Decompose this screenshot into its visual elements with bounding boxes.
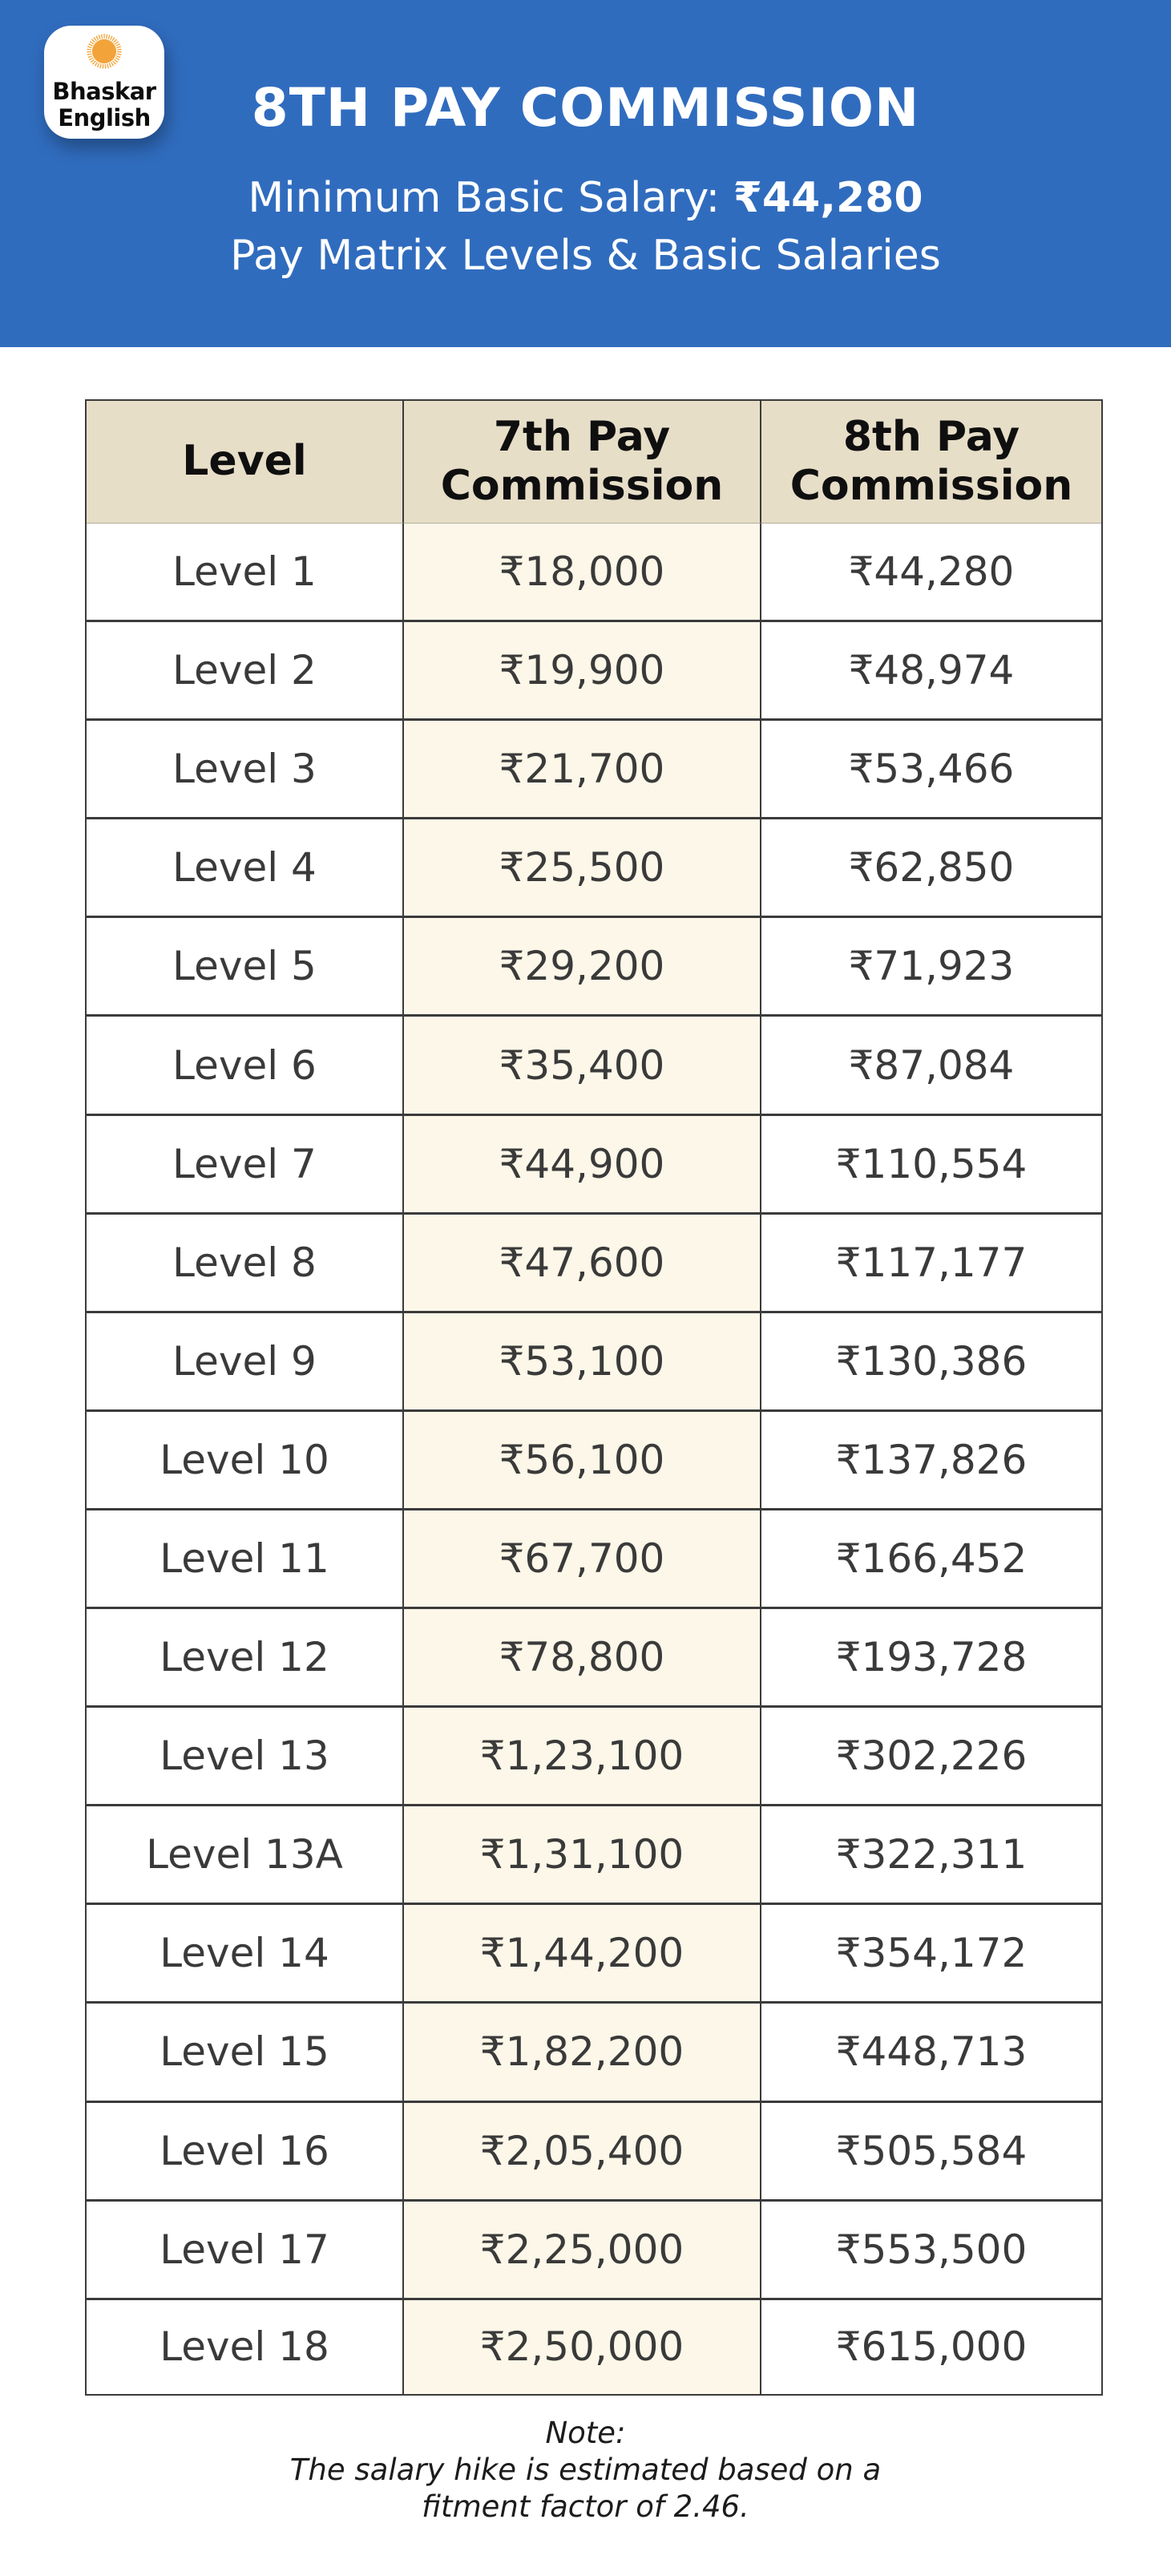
column-header-8th-pay: 8th Pay Commission — [761, 401, 1101, 524]
footnote-line3: fitment factor of 2.46. — [422, 2489, 749, 2524]
pay-matrix-table — [85, 399, 1103, 2396]
table-row — [87, 1905, 1101, 2004]
salary-8th-pay-cell: ₹137,826 — [761, 1412, 1101, 1510]
column-header-level: Level — [87, 401, 404, 524]
salary-7th-pay-cell: ₹18,000 — [404, 524, 761, 622]
level-cell: Level 4 — [87, 819, 404, 918]
minimum-basic-salary-value: ₹44,280 — [733, 174, 923, 222]
table-row — [87, 2103, 1101, 2202]
footnote — [0, 2415, 1171, 2525]
salary-7th-pay-cell: ₹19,900 — [404, 622, 761, 721]
table-body — [87, 524, 1101, 2394]
level-cell: Level 8 — [87, 1215, 404, 1313]
level-cell: Level 13A — [87, 1806, 404, 1905]
level-cell: Level 1 — [87, 524, 404, 622]
table-row — [87, 1313, 1101, 1412]
level-cell: Level 2 — [87, 622, 404, 721]
table-row — [87, 918, 1101, 1017]
table-row — [87, 1708, 1101, 1806]
level-cell: Level 5 — [87, 918, 404, 1017]
level-cell: Level 16 — [87, 2103, 404, 2202]
bhaskar-english-logo — [44, 26, 164, 139]
table-header-row — [87, 401, 1101, 524]
table-row — [87, 721, 1101, 819]
header-banner — [0, 0, 1171, 347]
level-cell: Level 17 — [87, 2202, 404, 2300]
page-subtitle: Pay Matrix Levels & Basic Salaries — [230, 232, 941, 280]
salary-7th-pay-cell: ₹2,05,400 — [404, 2103, 761, 2202]
salary-8th-pay-cell: ₹615,000 — [761, 2300, 1101, 2394]
table-row — [87, 1806, 1101, 1905]
column-header-7th-pay: 7th Pay Commission — [404, 401, 761, 524]
table-row — [87, 1510, 1101, 1609]
table-row — [87, 1017, 1101, 1115]
salary-8th-pay-cell: ₹71,923 — [761, 918, 1101, 1017]
salary-8th-pay-cell: ₹53,466 — [761, 721, 1101, 819]
salary-7th-pay-cell: ₹25,500 — [404, 819, 761, 918]
salary-7th-pay-cell: ₹47,600 — [404, 1215, 761, 1313]
salary-7th-pay-cell: ₹1,44,200 — [404, 1905, 761, 2004]
level-cell: Level 10 — [87, 1412, 404, 1510]
salary-8th-pay-cell: ₹166,452 — [761, 1510, 1101, 1609]
level-cell: Level 13 — [87, 1708, 404, 1806]
table-row — [87, 524, 1101, 622]
salary-8th-pay-cell: ₹553,500 — [761, 2202, 1101, 2300]
table-row — [87, 1609, 1101, 1708]
level-cell: Level 11 — [87, 1510, 404, 1609]
salary-8th-pay-cell: ₹130,386 — [761, 1313, 1101, 1412]
table-row — [87, 622, 1101, 721]
level-cell: Level 18 — [87, 2300, 404, 2394]
salary-8th-pay-cell: ₹62,850 — [761, 819, 1101, 918]
table-row — [87, 2202, 1101, 2300]
page-title: 8TH PAY COMMISSION — [251, 77, 920, 139]
salary-8th-pay-cell: ₹87,084 — [761, 1017, 1101, 1115]
salary-7th-pay-cell: ₹2,50,000 — [404, 2300, 761, 2394]
level-cell: Level 3 — [87, 721, 404, 819]
salary-7th-pay-cell: ₹78,800 — [404, 1609, 761, 1708]
logo-text — [52, 79, 155, 131]
logo-text-line2: English — [58, 103, 151, 131]
salary-8th-pay-cell: ₹193,728 — [761, 1609, 1101, 1708]
minimum-basic-salary-label: Minimum Basic Salary: — [248, 174, 721, 222]
salary-7th-pay-cell: ₹29,200 — [404, 918, 761, 1017]
level-cell: Level 12 — [87, 1609, 404, 1708]
salary-7th-pay-cell: ₹1,82,200 — [404, 2004, 761, 2102]
level-cell: Level 6 — [87, 1017, 404, 1115]
salary-8th-pay-cell: ₹322,311 — [761, 1806, 1101, 1905]
level-cell: Level 14 — [87, 1905, 404, 2004]
salary-8th-pay-cell: ₹302,226 — [761, 1708, 1101, 1806]
salary-7th-pay-cell: ₹53,100 — [404, 1313, 761, 1412]
logo-text-line1: Bhaskar — [52, 78, 156, 106]
table-row — [87, 1215, 1101, 1313]
salary-8th-pay-cell: ₹44,280 — [761, 524, 1101, 622]
level-cell: Level 15 — [87, 2004, 404, 2102]
table-row — [87, 2300, 1101, 2394]
footnote-heading: Note: — [545, 2416, 626, 2450]
salary-8th-pay-cell: ₹505,584 — [761, 2103, 1101, 2202]
salary-7th-pay-cell: ₹67,700 — [404, 1510, 761, 1609]
salary-8th-pay-cell: ₹448,713 — [761, 2004, 1101, 2102]
sun-icon — [83, 30, 125, 72]
salary-7th-pay-cell: ₹44,900 — [404, 1116, 761, 1215]
footnote-line2: The salary hike is estimated based on a — [289, 2452, 882, 2487]
table-row — [87, 819, 1101, 918]
salary-8th-pay-cell: ₹48,974 — [761, 622, 1101, 721]
salary-7th-pay-cell: ₹56,100 — [404, 1412, 761, 1510]
salary-8th-pay-cell: ₹110,554 — [761, 1116, 1101, 1215]
salary-7th-pay-cell: ₹1,23,100 — [404, 1708, 761, 1806]
salary-8th-pay-cell: ₹354,172 — [761, 1905, 1101, 2004]
table-row — [87, 1412, 1101, 1510]
salary-7th-pay-cell: ₹21,700 — [404, 721, 761, 819]
salary-8th-pay-cell: ₹117,177 — [761, 1215, 1101, 1313]
table-row — [87, 2004, 1101, 2102]
minimum-basic-salary-line — [0, 176, 1171, 221]
salary-7th-pay-cell: ₹1,31,100 — [404, 1806, 761, 1905]
salary-7th-pay-cell: ₹2,25,000 — [404, 2202, 761, 2300]
salary-7th-pay-cell: ₹35,400 — [404, 1017, 761, 1115]
level-cell: Level 9 — [87, 1313, 404, 1412]
table-row — [87, 1116, 1101, 1215]
level-cell: Level 7 — [87, 1116, 404, 1215]
